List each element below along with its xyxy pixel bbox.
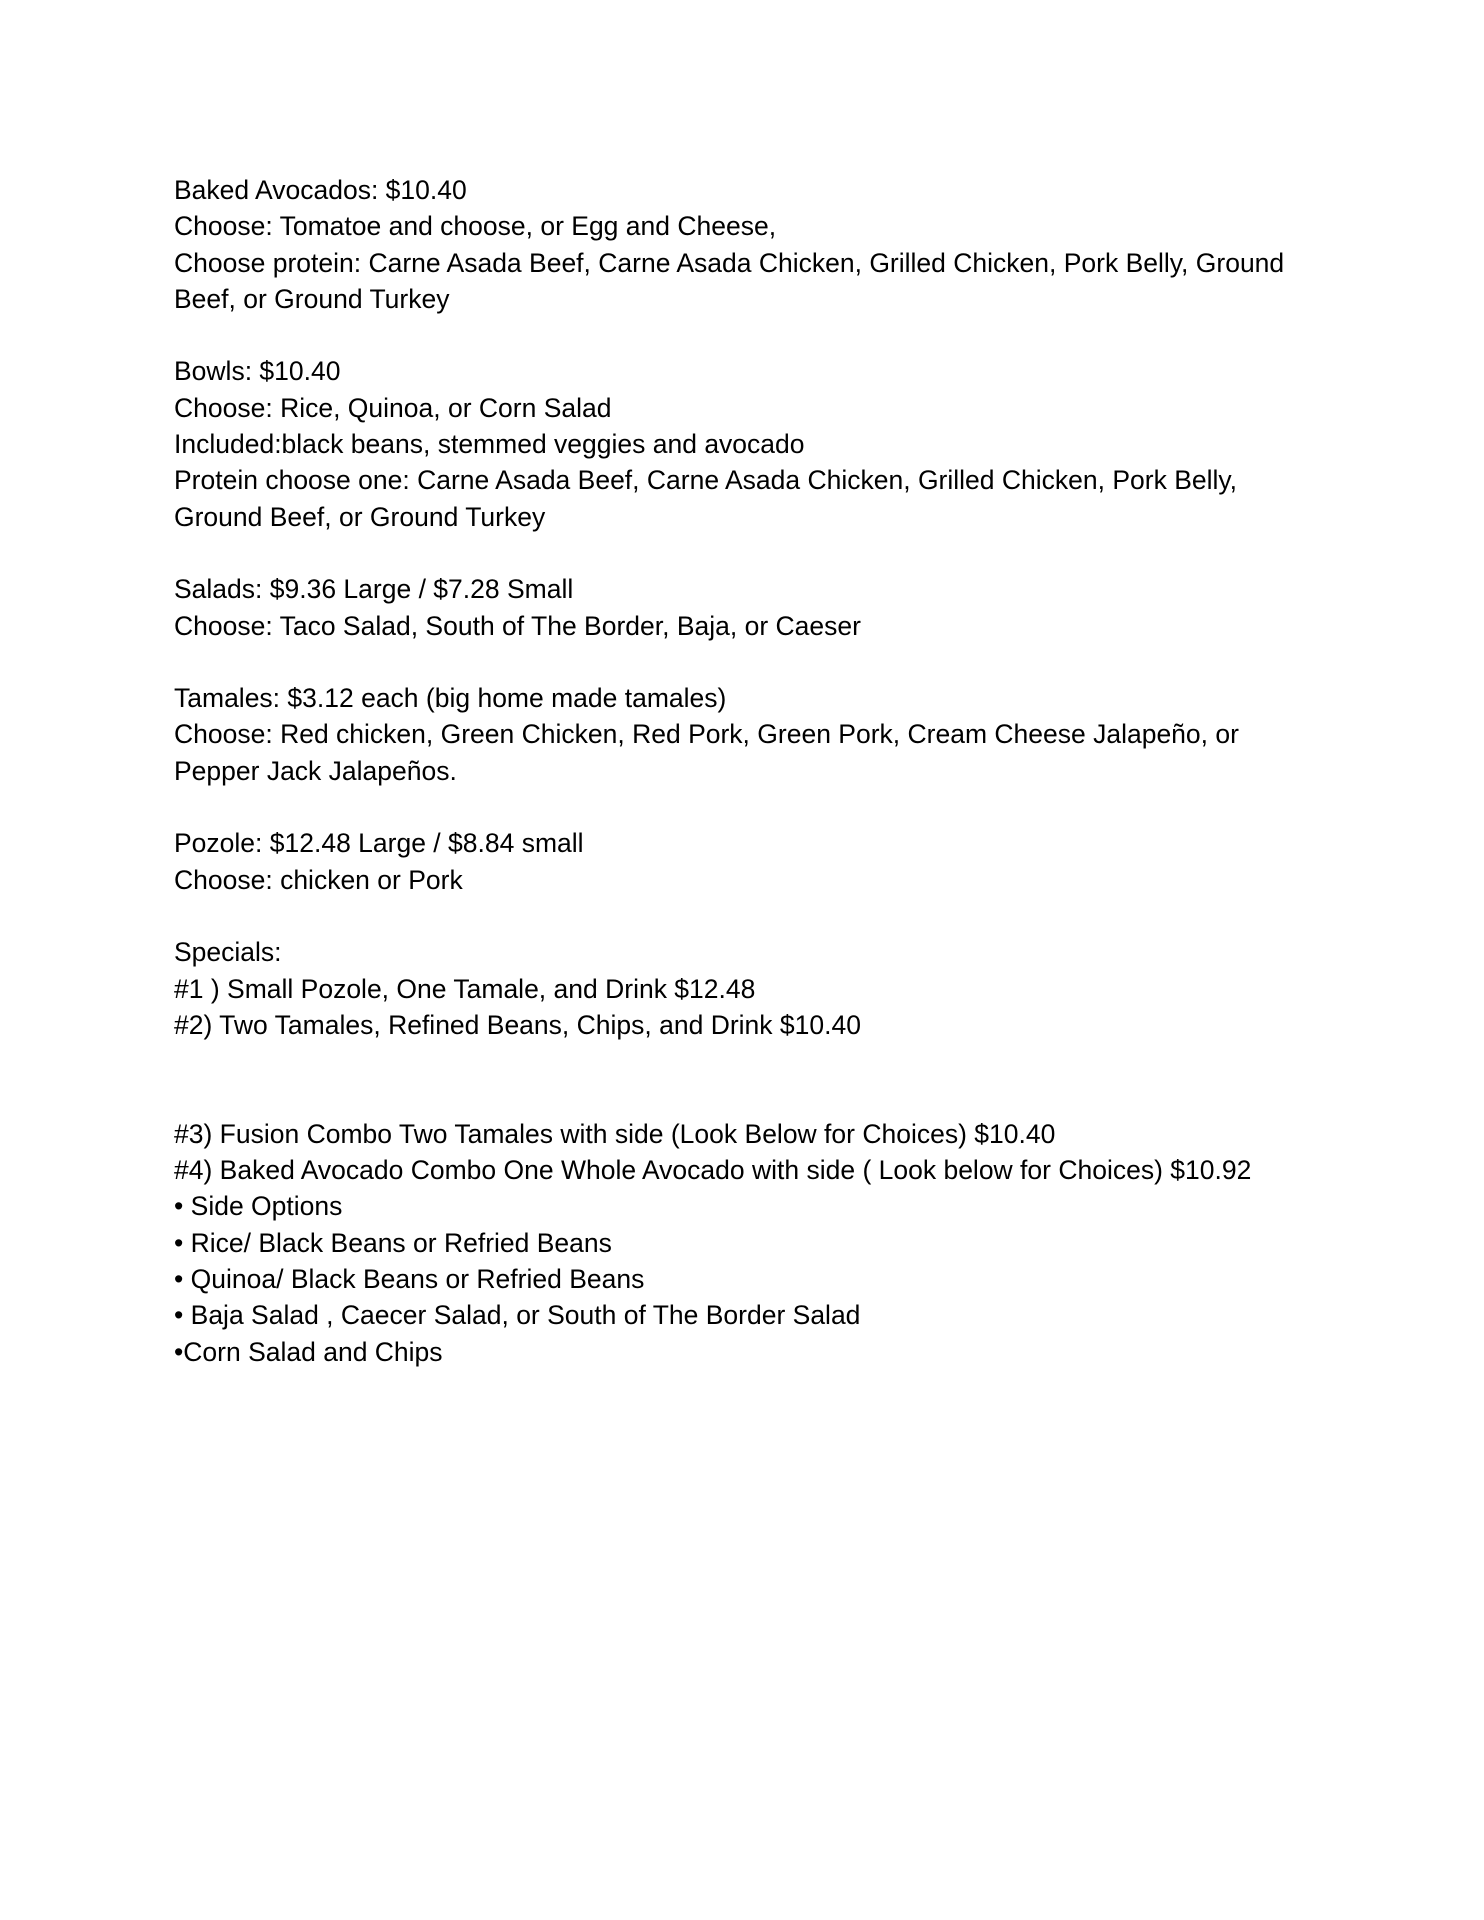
pozole-choose: Choose: chicken or Pork — [174, 864, 463, 895]
salads-heading: Salads: $9.36 Large / $7.28 Small — [174, 574, 574, 605]
specials-heading: Specials: — [174, 937, 282, 968]
bowls-protein-line1: Protein choose one: Carne Asada Beef, Carne Asada Chicken, Grilled Chicken, Pork Belly, — [174, 465, 1238, 496]
side-option-item: • Quinoa/ Black Beans or Refried Beans — [174, 1263, 645, 1294]
salads-choose: Choose: Taco Salad, South of The Border, Baja, or Caeser — [174, 610, 861, 641]
baked-avocados-section — [174, 172, 1344, 317]
tamales-section — [174, 680, 1344, 789]
bowls-section — [174, 353, 1344, 534]
special-3: #3) Fusion Combo Two Tamales with side (Look Below for Choices) $10.40 — [174, 1118, 1056, 1149]
tamales-heading: Tamales: $3.12 each (big home made tamales) — [174, 683, 727, 714]
specials-section — [174, 934, 1344, 1188]
pozole-section — [174, 825, 1344, 898]
baked-avocados-heading: Baked Avocados: $10.40 — [174, 175, 467, 205]
bowls-choose: Choose: Rice, Quinoa, or Corn Salad — [174, 392, 612, 423]
baked-avocados-protein-line1: Choose protein: Carne Asada Beef, Carne Asada Chicken, Grilled Chicken, Pork Belly, Ground — [174, 247, 1285, 278]
baked-avocados-choose: Choose: Tomatoe and choose, or Egg and Cheese, — [174, 211, 777, 242]
tamales-choose-line1: Choose: Red chicken, Green Chicken, Red Pork, Green Pork, Cream Cheese Jalapeño, or — [174, 719, 1239, 750]
special-2: #2) Two Tamales, Refined Beans, Chips, and Drink $10.40 — [174, 1009, 861, 1040]
side-options-list — [174, 1188, 1344, 1369]
menu-document — [174, 172, 1344, 1370]
special-4: #4) Baked Avocado Combo One Whole Avocado with side ( Look below for Choices) $10.92 — [174, 1155, 1252, 1186]
blank-gap — [174, 1043, 1344, 1116]
pozole-heading: Pozole: $12.48 Large / $8.84 small — [174, 828, 584, 859]
bowls-heading: Bowls: $10.40 — [174, 356, 341, 387]
side-option-item: • Rice/ Black Beans or Refried Beans — [174, 1227, 612, 1258]
side-option-item: • Baja Salad , Caecer Salad, or South of The Border Salad — [174, 1300, 861, 1331]
special-1: #1 ) Small Pozole, One Tamale, and Drink $12.48 — [174, 973, 756, 1004]
bowls-protein-line2: Ground Beef, or Ground Turkey — [174, 501, 546, 532]
side-option-item: •Corn Salad and Chips — [174, 1336, 443, 1367]
tamales-choose-line2: Pepper Jack Jalapeños. — [174, 755, 457, 786]
side-option-item: • Side Options — [174, 1191, 343, 1222]
baked-avocados-protein-line2: Beef, or Ground Turkey — [174, 283, 450, 314]
salads-section — [174, 571, 1344, 644]
bowls-included: Included:black beans, stemmed veggies and avocado — [174, 429, 805, 460]
